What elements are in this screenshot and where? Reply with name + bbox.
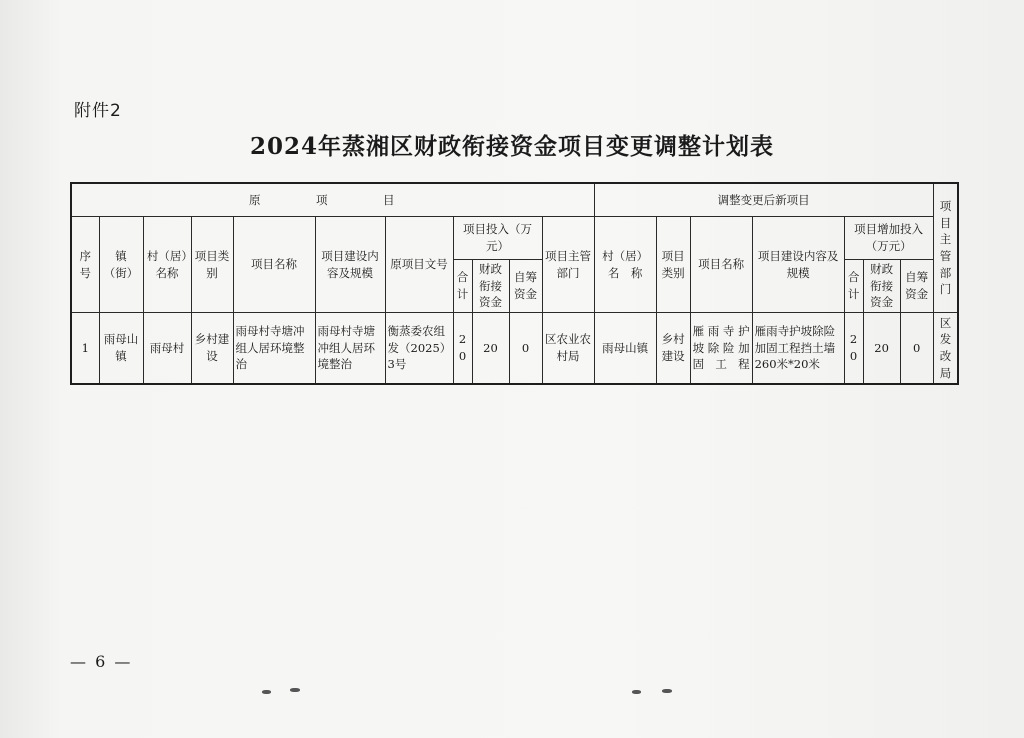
cell-total: 20 xyxy=(453,313,472,385)
header-new-dept: 项目主管部门 xyxy=(933,183,958,313)
cell-doc-no: 衡蒸委农组发（2025）3号 xyxy=(385,313,453,385)
header-project-name: 项目名称 xyxy=(233,217,315,313)
header-new-village: 村（居）名 称 xyxy=(594,217,656,313)
cell-new-total: 20 xyxy=(844,313,863,385)
header-new-self: 自筹资金 xyxy=(900,260,933,313)
cell-seq: 1 xyxy=(71,313,99,385)
group-header-adjusted: 调整变更后新项目 xyxy=(594,183,933,217)
header-new-content: 项目建设内容及规模 xyxy=(752,217,844,313)
header-dept: 项目主管部门 xyxy=(542,217,594,313)
page-number: — 6 — xyxy=(70,652,133,671)
table-row xyxy=(71,313,958,385)
header-town: 镇（街） xyxy=(99,217,143,313)
header-self-raised: 自筹资金 xyxy=(509,260,542,313)
attachment-label: 附件2 xyxy=(74,101,122,121)
header-category: 项目类别 xyxy=(191,217,233,313)
header-new-category: 项目类别 xyxy=(656,217,690,313)
scan-speck xyxy=(290,688,300,692)
cell-new-name: 雁雨寺护坡除险加固工程 xyxy=(690,313,752,385)
header-fiscal: 财政衔接资金 xyxy=(472,260,509,313)
header-village: 村（居）名称 xyxy=(143,217,191,313)
cell-new-self: 0 xyxy=(900,313,933,385)
header-new-name: 项目名称 xyxy=(690,217,752,313)
adjustment-table xyxy=(70,182,959,385)
group-header-row xyxy=(71,183,958,217)
header-doc-no: 原项目文号 xyxy=(385,217,453,313)
cell-content-scale: 雨母村寺塘冲组人居环境整治 xyxy=(315,313,385,385)
cell-dept: 区农业农村局 xyxy=(542,313,594,385)
cell-town: 雨母山镇 xyxy=(99,313,143,385)
group-header-original: 原 项 目 xyxy=(71,183,594,217)
header-seq: 序号 xyxy=(71,217,99,313)
scan-speck xyxy=(662,689,672,693)
header-content-scale: 项目建设内容及规模 xyxy=(315,217,385,313)
cell-project-name: 雨母村寺塘冲组人居环境整治 xyxy=(233,313,315,385)
column-header-row xyxy=(71,217,958,260)
cell-self-raised: 0 xyxy=(509,313,542,385)
cell-new-content: 雁雨寺护坡除险加固工程挡土墙260米*20米 xyxy=(752,313,844,385)
header-total: 合计 xyxy=(453,260,472,313)
cell-new-fiscal: 20 xyxy=(863,313,900,385)
header-new-fiscal: 财政衔接资金 xyxy=(863,260,900,313)
cell-new-village: 雨母山镇 xyxy=(594,313,656,385)
cell-fiscal: 20 xyxy=(472,313,509,385)
scan-speck xyxy=(262,690,271,694)
document-title: 2024年蒸湘区财政衔接资金项目变更调整计划表 xyxy=(249,133,774,160)
header-new-total: 合计 xyxy=(844,260,863,313)
cell-new-category: 乡村建设 xyxy=(656,313,690,385)
header-increase: 项目增加投入（万元） xyxy=(844,217,933,260)
cell-new-dept: 区发改局 xyxy=(933,313,958,385)
cell-village: 雨母村 xyxy=(143,313,191,385)
cell-category: 乡村建设 xyxy=(191,313,233,385)
scan-speck xyxy=(632,690,641,694)
header-investment: 项目投入（万元） xyxy=(453,217,542,260)
adjustment-table-container xyxy=(70,182,955,385)
